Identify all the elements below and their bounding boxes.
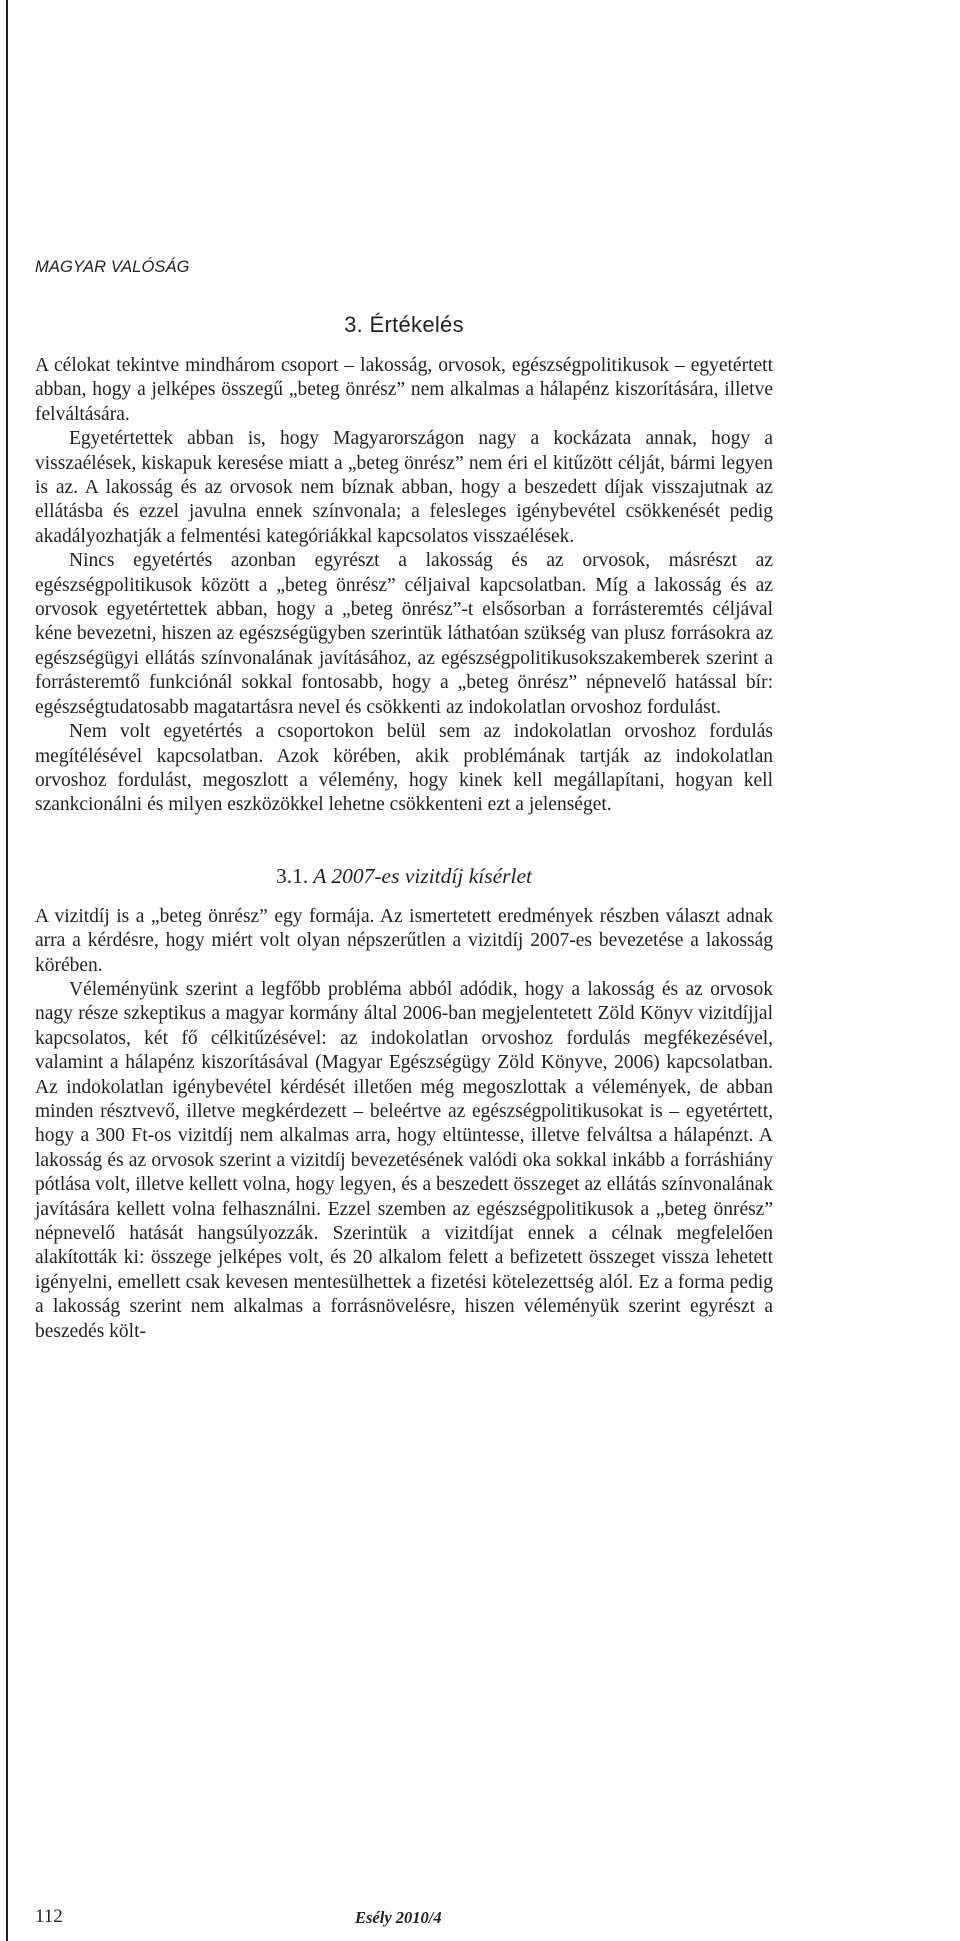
left-margin-rule xyxy=(6,0,8,1941)
journal-name: Esély 2010/4 xyxy=(355,1908,442,1927)
page-footer xyxy=(0,1906,960,1936)
page-number: 112 xyxy=(35,1906,63,1927)
section-spacer xyxy=(35,818,773,864)
subsection-title: A 2007-es vizitdíj kísérlet xyxy=(313,863,532,888)
paragraph: Nem volt egyetértés a csoportokon belül sem az indokolatlan orvoshoz fordulás megítélésével kapcsolatban. Azok körében, akik problémának tartják az indokolatlan orvoshoz fordulást, megoszlott a vélemény, hogy kinek kell megállapítani, hogyan kell szankcionálni és milyen eszközökkel lehetne csökkenteni ezt a jelenséget. xyxy=(35,721,773,816)
paragraph: Egyetértettek abban is, hogy Magyarországon nagy a kockázata annak, hogy a visszaélések, kiskapuk keresése miatt a „beteg önrész” nem éri el kitűzött célját, bármi legyen is az. A lakosság és az orvosok nem bíznak abban, hogy a beszedett díjak visszajutnak az ellátásba és ezzel javulna ennek színvonala; a felesleges igénybevétel csökkenését pedig akadályozhatják a felmentési kategóriákkal kapcsolatos visszaélések. xyxy=(35,428,773,547)
section-heading: 3. Értékelés xyxy=(344,312,464,337)
running-head: MAGYAR VALÓSÁG xyxy=(35,258,190,276)
subsection-heading xyxy=(35,864,773,889)
paragraph: A vizitdíj is a „beteg önrész” egy formája. Az ismertetett eredmények részben választ adnak arra a kérdésre, hogy miért volt olyan népszerűtlen a vizitdíj 2007-es bevezetése a lakosság körében. xyxy=(35,905,773,976)
paragraph: Nincs egyetértés azonban egyrészt a lakosság és az orvosok, másrészt az egészségpolitikusok között a „beteg önrész” céljaival kapcsolatban. Míg a lakosság és az orvosok egyetértettek abban, hogy a „beteg önrész”-t elsősorban a forrásteremtés céljával kéne bevezetni, hiszen az egészségügyben szerintük láthatóan szükség van plusz forrásokra az egészségügyi ellátás színvonalának javításához, az egészségpolitikusokszakemberek szerint a forrásteremtő funkciónál sokkal fontosabb, hogy a „beteg önrész” népnevelő hatással bír: egészségtudatosabb magatartásra nevel és csökkenti az indokolatlan orvoshoz fordulást. xyxy=(35,550,773,718)
paragraph: Véleményünk szerint a legfőbb probléma abból adódik, hogy a lakosság és az orvosok nagy része szkeptikus a magyar kormány által 2006-ban megjelentetett Zöld Könyv vizitdíjjal kapcsolatos, két fő célkitűzésével: az indokolatlan orvoshoz fordulás megfékezésével, valamint a hálapénz kiszorításával (Magyar Egészségügy Zöld Könyve, 2006) kapcsolatban. Az indokolatlan igénybevétel kérdését illetően még megoszlottak a vélemények, de abban minden résztvevő, illetve megkérdezett – beleértve az egészségpolitikusokat is – egyetértett, hogy a 300 Ft-os vizitdíj nem alkalmas arra, hogy eltüntesse, illetve felváltsa a hálapénzt. A lakosság és az orvosok szerint a vizitdíj bevezetésének valódi oka sokkal inkább a forráshiány pótlása volt, illetve kellett volna, hogy legyen, és a beszedett összeget az ellátás színvonalának javítására kellett volna felhasználni. Ezzel szemben az egészségpolitikusok a „beteg önrész” népnevelő hatását hangsúlyozzák. Szerintük a vizitdíjat ennek a célnak megfelelően alakították ki: összege jelképes volt, és 20 alkalom felett a befizetett összeget vissza lehetett igényelni, emellett csak kevesen mentesülhettek a fizetési kötelezettség alól. Ez a forma pedig a lakosság szerint nem alkalmas a forrásnövelésre, hiszen véleményük szerint egyrészt a beszedés költ- xyxy=(35,978,773,1342)
subsection-number: 3.1. xyxy=(276,863,309,888)
article-body xyxy=(35,312,773,1344)
paragraph: A célokat tekintve mindhárom csoport – lakosság, orvosok, egészségpolitikusok – egyetértett abban, hogy a jelképes összegű „beteg önrész” nem alkalmas a hálapénz kiszorítására, illetve felváltására. xyxy=(35,355,773,425)
